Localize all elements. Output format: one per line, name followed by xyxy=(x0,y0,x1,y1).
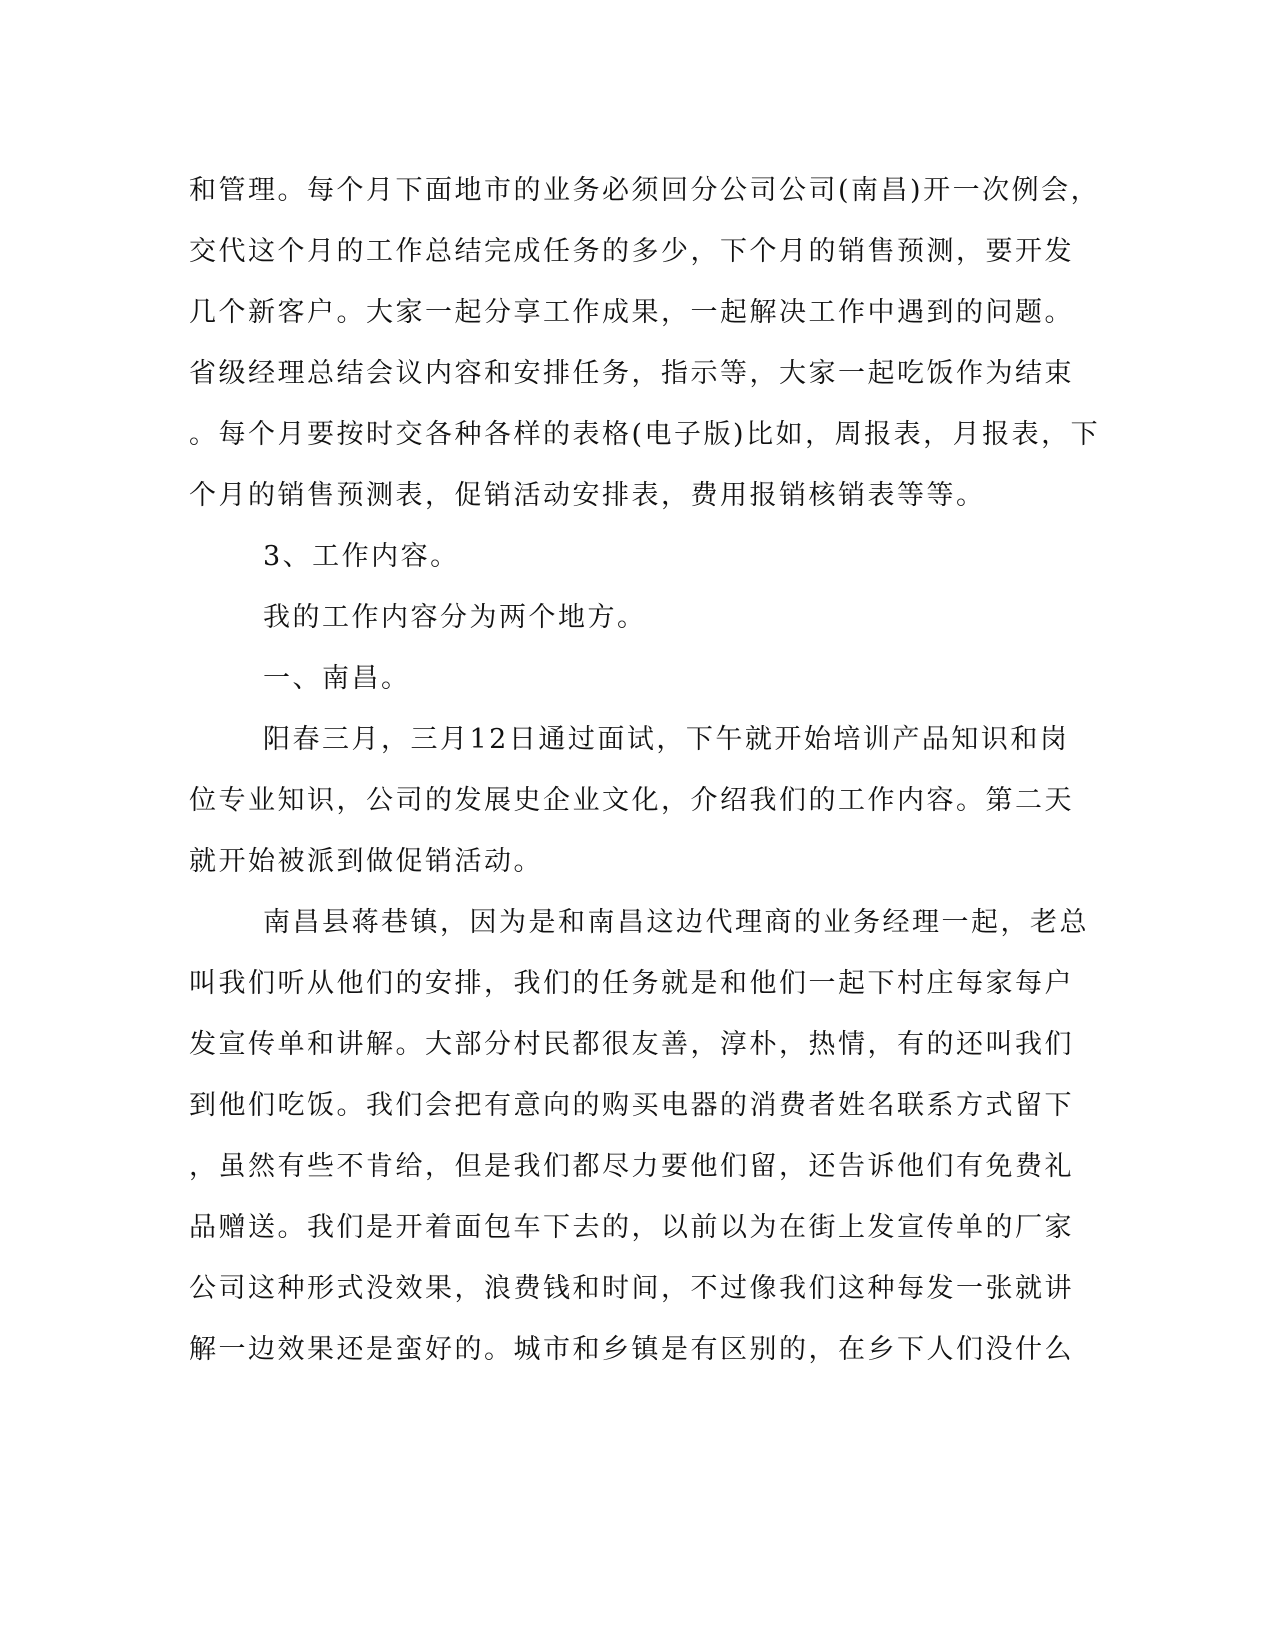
text-line: 阳春三月，三月12日通过面试，下午就开始培训产品知识和岗 xyxy=(263,724,1070,755)
text-line: 南昌县蒋巷镇，因为是和南昌这边代理商的业务经理一起，老总 xyxy=(263,907,1089,938)
text-line: 解一边效果还是蛮好的。城市和乡镇是有区别的，在乡下人们没什么 xyxy=(189,1334,1074,1365)
text-line: 和管理。每个月下面地市的业务必须回分公司公司(南昌)开一次例会， xyxy=(189,175,1101,206)
text-line: 我的工作内容分为两个地方。 xyxy=(263,602,647,633)
text-line: 发宣传单和讲解。大部分村民都很友善，淳朴，热情，有的还叫我们 xyxy=(189,1029,1074,1060)
text-line: 叫我们听从他们的安排，我们的任务就是和他们一起下村庄每家每户 xyxy=(189,968,1074,999)
text-line: ，虽然有些不肯给，但是我们都尽力要他们留，还告诉他们有免费礼 xyxy=(189,1151,1074,1182)
text-line: 就开始被派到做促销活动。 xyxy=(189,846,543,877)
text-line: 。每个月要按时交各种各样的表格(电子版)比如，周报表，月报表，下 xyxy=(189,419,1101,450)
text-line: 交代这个月的工作总结完成任务的多少，下个月的销售预测，要开发 xyxy=(189,236,1074,267)
text-line: 位专业知识，公司的发展史企业文化，介绍我们的工作内容。第二天 xyxy=(189,785,1074,816)
text-line: 省级经理总结会议内容和安排任务，指示等，大家一起吃饭作为结束 xyxy=(189,358,1074,389)
text-line: 品赠送。我们是开着面包车下去的，以前以为在街上发宣传单的厂家 xyxy=(189,1212,1074,1243)
text-line: 3、工作内容。 xyxy=(263,541,460,572)
text-line: 几个新客户。大家一起分享工作成果，一起解决工作中遇到的问题。 xyxy=(189,297,1074,328)
text-line: 到他们吃饭。我们会把有意向的购买电器的消费者姓名联系方式留下 xyxy=(189,1090,1074,1121)
text-line: 个月的销售预测表，促销活动安排表，费用报销核销表等等。 xyxy=(189,480,986,511)
text-line: 公司这种形式没效果，浪费钱和时间，不过像我们这种每发一张就讲 xyxy=(189,1273,1074,1304)
text-line: 一、南昌。 xyxy=(263,663,411,694)
body-text xyxy=(189,160,1101,1380)
